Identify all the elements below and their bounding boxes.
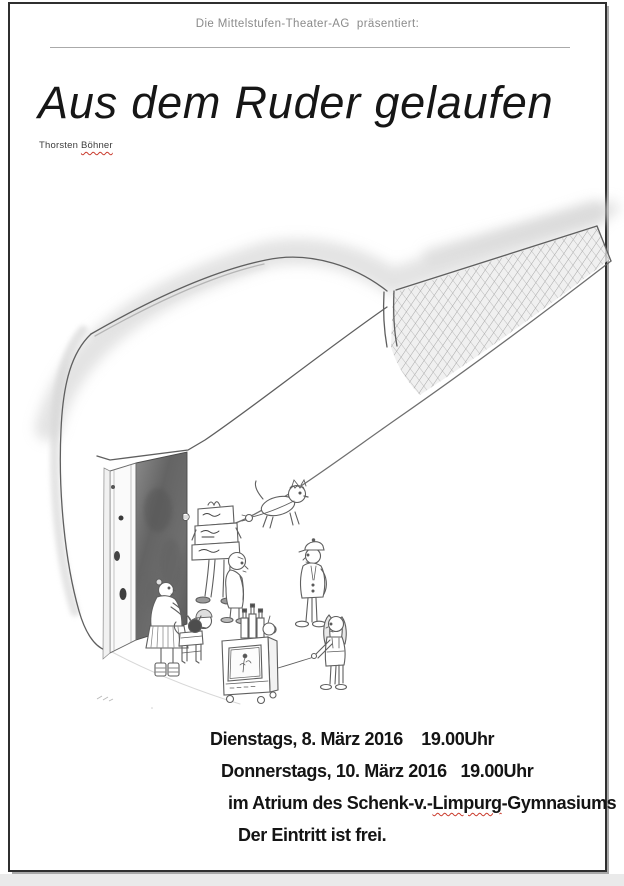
page-title: Aus dem Ruder gelaufen — [38, 77, 554, 128]
schedule-line-1: Dienstags, 8. März 2016 19.00Uhr — [210, 729, 495, 749]
desktop-background-strip — [0, 874, 624, 886]
author-misspelled-word: Böhner — [80, 140, 113, 151]
schedule-line-2: Donnerstags, 10. März 2016 19.00Uhr — [221, 761, 534, 781]
schedule-line-3-post: -Gymnasiums — [501, 793, 617, 813]
schedule-misspelled-word: Limpurg — [432, 793, 502, 813]
author-line — [39, 140, 113, 151]
author-first: Thorsten — [39, 140, 81, 151]
schedule-line-3-pre: im Atrium des Schenk-v.- — [228, 793, 433, 813]
presenter-line: Die Mittelstufen-Theater-AG präsentiert: — [195, 18, 420, 30]
schedule-line-4: Der Eintritt ist frei. — [238, 825, 387, 845]
header-rule — [50, 47, 570, 48]
schedule-line-3 — [228, 793, 616, 814]
